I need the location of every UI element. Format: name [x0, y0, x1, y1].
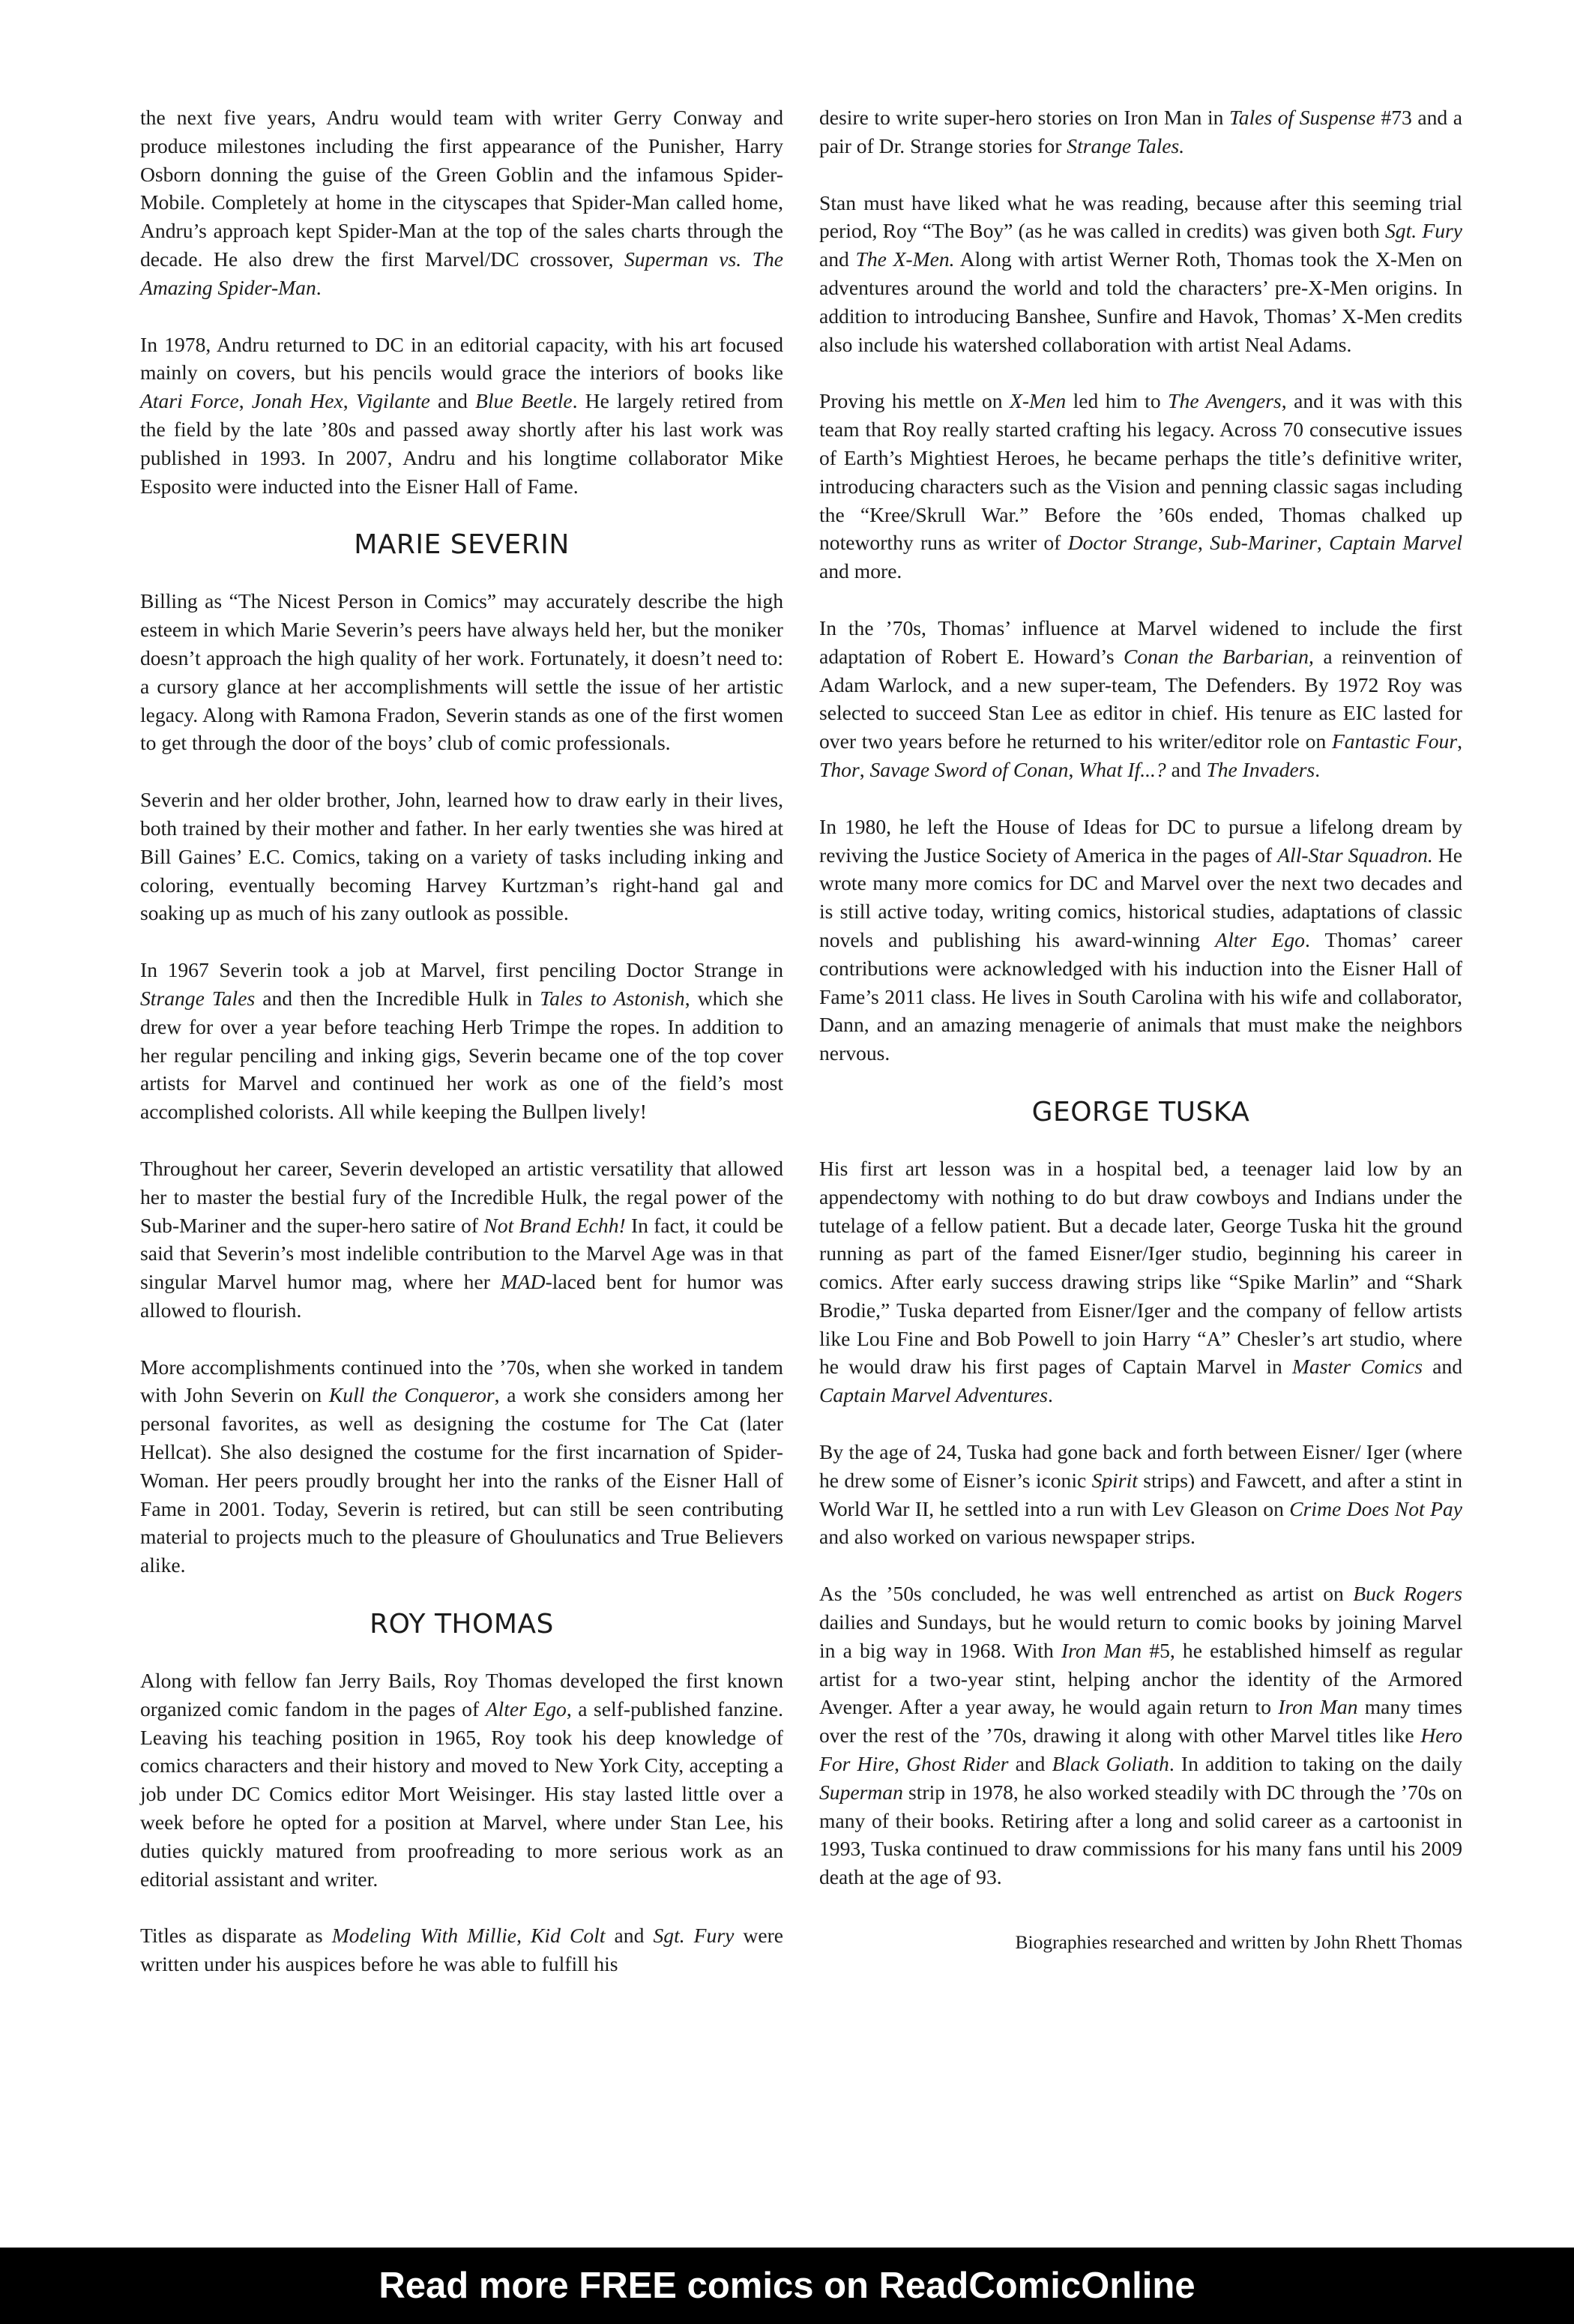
footer-banner-text[interactable]: Read more FREE comics on ReadComicOnline [379, 2266, 1195, 2306]
paragraph-thomas-avengers: Proving his mettle on X-Men led him to The Avengers, and it was with this team that Roy really started crafting his legacy. Across 70 consecutive issues of Earth’s Mightiest Heroes, he became perhaps the title’s definitive writer, introducing characters such as the Vision and penning classic sagas including the “Kree/Skrull War.” Before the ’60s ended, Thomas chalked up noteworthy runs as writer of Doctor Strange, Sub-Mariner, Captain Marvel and more. [819, 389, 1463, 583]
right-column [819, 103, 1462, 1954]
heading-george-tuska: GEORGE TUSKA [1031, 1096, 1250, 1128]
paragraph-andru-dc: In 1978, Andru returned to DC in an editorial capacity, with his art focused mainly on covers, but his pencils would grace the interiors of books like Atari Force, Jonah Hex, Vigilante and Blue Beetle. He largely retired from the field by the late ’80s and passed away shortly after his last work was published in 1993. In 2007, Andru and his longtime collaborator Mike Esposito were inducted into the Eisner Hall of Fame. [140, 332, 784, 498]
paragraph-severin-intro: Billing as “The Nicest Person in Comics” may accurately describe the high esteem in which Marie Severin’s peers have always held her, but the moniker doesn’t approach the high quality of her work. Fortunately, it doesn’t need to: a cursory glance at her accomplishments will settle the issue of her artistic legacy. Along with Ramona Fradon, Severin stands as one of the first women to get through the door of the boys’ club of comic professionals. [140, 589, 783, 755]
footer-banner[interactable] [0, 2248, 1574, 2324]
paragraph-thomas-xmen: Stan must have liked what he was reading, because after this seeming trial period, Roy “The Boy” (as he was called in credits) was given both Sgt. Fury and The X-Men. Along with artist Werner Roth, Thomas took the X-Men on adventures around the world and told the characters’ pre-X-Men origins. In addition to introducing Banshee, Sunfire and Havok, Thomas’ X-Men credits also include his watershed collaboration with artist Neal Adams. [819, 190, 1462, 356]
biography-credit: Biographies researched and written by John Rhett Thomas [1015, 1931, 1462, 1954]
paragraph-thomas-70s: In the ’70s, Thomas’ influence at Marvel widened to include the first adaptation of Robert E. Howard’s Conan the Barbarian, a reinvention of Adam Warlock, and a new super-team, The Defenders. By 1972 Roy was selected to succeed Stan Lee as editor in chief. His tenure as EIC lasted for over two years before he returned to his writer/editor role on Fantastic Four, Thor, Savage Sword of Conan, What If...? and The Invaders. [819, 615, 1462, 781]
heading-roy-thomas: ROY THOMAS [370, 1609, 554, 1640]
heading-marie-severin: MARIE SEVERIN [354, 529, 570, 561]
paragraph-tuska-24: By the age of 24, Tuska had gone back and forth between Eisner/ Iger (where he drew some of Eisner’s iconic Spirit strips) and Fawcett, and after a stint in World War II, he settled into a run with Lev Gleason on Crime Does Not Pay and also worked on various newspaper strips. [819, 1440, 1463, 1549]
paragraph-severin-70s: More accomplishments continued into the ’70s, when she worked in tandem with John Severin on Kull the Conqueror, a work she considers among her personal favorites, as well as designing the costume for The Cat (later Hellcat). She also designed the costume for the first incarnation of Spider-Woman. Her peers proudly brought her into the ranks of the Eisner Hall of Fame in 2001. Today, Severin is retired, but can still be seen contributing material to projects much to the pleasure of Ghoulunatics and True Believers alike. [140, 1355, 783, 1577]
paragraph-severin-versatility: Throughout her career, Severin developed an artistic versatility that allowed her to master the bestial fury of the Incredible Hulk, the regal power of the Sub-Mariner and the super-hero satire of Not Brand Echh! In fact, it could be said that Severin’s most indelible contribution to the Marvel Age was in that singular Marvel humor mag, where her MAD-laced bent for humor was allowed to flourish. [140, 1156, 783, 1322]
paragraph-severin-early: Severin and her older brother, John, learned how to draw early in their lives, both trained by their mother and father. In her early twenties she was hired at Bill Gaines’ E.C. Comics, taking on a variety of tasks including inking and coloring, eventually becoming Harvey Kurtzman’s right-hand gal and soaking up as much of his zany outlook as possible. [140, 788, 783, 925]
left-column [140, 103, 783, 2007]
paragraph-thomas-titles: Titles as disparate as Modeling With Millie, Kid Colt and Sgt. Fury were written under his auspices before he was able to fulfill his [140, 1924, 783, 1976]
paragraph-thomas-fandom: Along with fellow fan Jerry Bails, Roy Thomas developed the first known organized comic fandom in the pages of Alter Ego, a self-published fanzine. Leaving his teaching position in 1965, Roy took his deep knowledge of comics characters and their history and moved to New York City, accepting a job under DC Comics editor Mort Weisinger. His stay lasted little over a week before he opted for a position at Marvel, where under Stan Lee, his duties quickly matured from proofreading to more serious work as an editorial assistant and writer. [140, 1669, 783, 1891]
paragraph-andru-spiderman: the next five years, Andru would team with writer Gerry Conway and produce milestones including the first appearance of the Punisher, Harry Osborn donning the guise of the Green Goblin and the infamous Spider-Mobile. Completely at home in the cityscapes that Spider-Man called home, Andru’s approach kept Spider-Man at the top of the sales charts through the decade. He also drew the first Marvel/DC crossover, Superman vs. The Amazing Spider-Man. [140, 106, 783, 299]
paragraph-thomas-iron-man: desire to write super-hero stories on Iron Man in Tales of Suspense #73 and a pair of Dr. Strange stories for Strange Tales. [819, 106, 1463, 157]
paragraph-tuska-50s: As the ’50s concluded, he was well entrenched as artist on Buck Rogers dailies and Sundays, but he would return to comic books by joining Marvel in a big way in 1968. With Iron Man #5, he established himself as regular artist for a two-year stint, helping anchor the identity of the Armored Avenger. After a year away, he would again return to Iron Man many times over the rest of the ’70s, drawing it along with other Marvel titles like Hero For Hire, Ghost Rider and Black Goliath. In addition to taking on the daily Superman strip in 1978, he also worked steadily with DC through the ’70s on many of their books. Retiring after a long and solid career as a cartoonist in 1993, Tuska continued to draw commissions for his many fans until his 2009 death at the age of 93. [819, 1582, 1462, 1889]
paragraph-severin-marvel: In 1967 Severin took a job at Marvel, first penciling Doctor Strange in Strange Tales and then the Incredible Hulk in Tales to Astonish, which she drew for over a year before teaching Herb Trimpe the ropes. In addition to her regular penciling and inking gigs, Severin became one of the top cover artists for Marvel and continued her work as one of the field’s most accomplished colorists. All while keeping the Bullpen lively! [140, 958, 783, 1124]
paragraph-tuska-early: His first art lesson was in a hospital bed, a teenager laid low by an appendectomy with nothing to do but draw cowboys and Indians under the tutelage of a fellow patient. But a decade later, George Tuska hit the ground running as part of the famed Eisner/Iger studio, beginning his career in comics. After early success drawing strips like “Spike Marlin” and “Shark Brodie,” Tuska departed from Eisner/Iger and the company of fellow artists like Lou Fine and Bob Powell to join Harry “A” Chesler’s art studio, where he would draw his first pages of Captain Marvel in Master Comics and Captain Marvel Adventures. [819, 1156, 1463, 1407]
paragraph-thomas-1980: In 1980, he left the House of Ideas for DC to pursue a lifelong dream by reviving the Justice Society of America in the pages of All-Star Squadron. He wrote many more comics for DC and Marvel over the next two decades and is still active today, writing comics, historical studies, adaptations of classic novels and publishing his award-winning Alter Ego. Thomas’ career contributions were acknowledged with his induction into the Eisner Hall of Fame’s 2011 class. He lives in South Carolina with his wife and collaborator, Dann, and an amazing menagerie of animals that must make the neighbors nervous. [819, 814, 1462, 1065]
